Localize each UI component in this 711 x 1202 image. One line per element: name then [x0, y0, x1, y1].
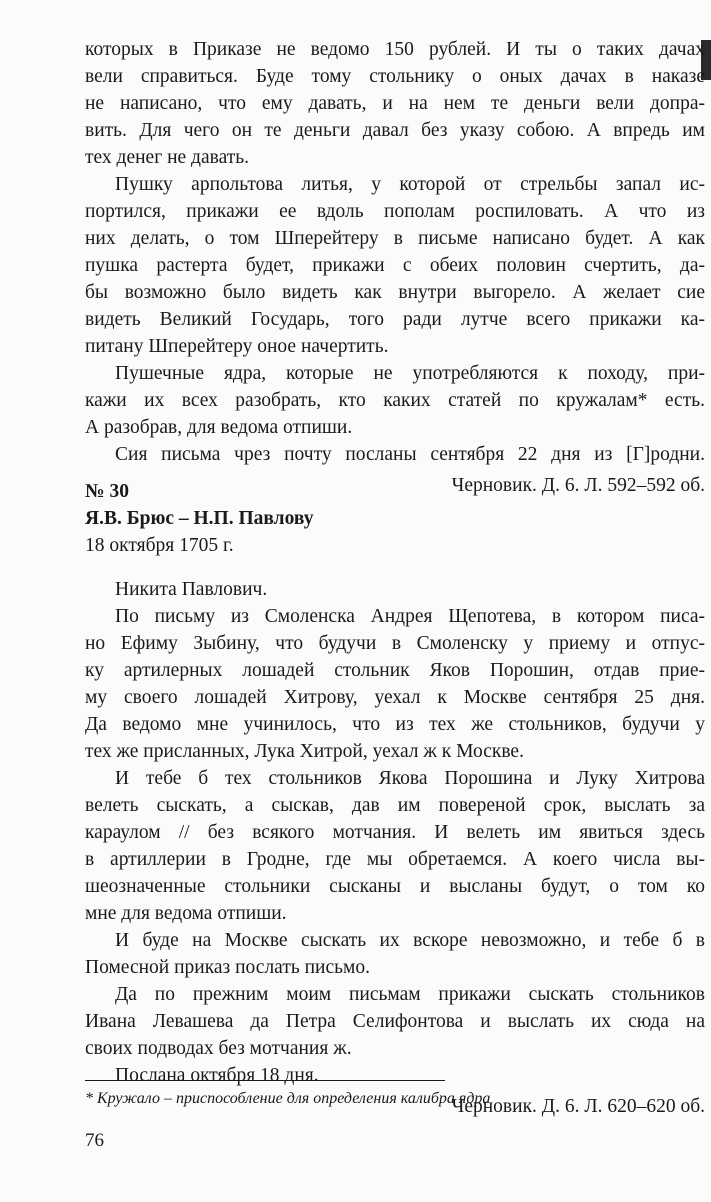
archival-source: Черновик. Д. 6. Л. 620–620 об.: [451, 1096, 705, 1117]
footnote-rule: [85, 1080, 445, 1081]
text-line: А разобрав, для ведома отпиши.: [85, 417, 353, 438]
text-line: Помесной приказ послать письмо.: [85, 957, 371, 978]
letter-body: [85, 576, 705, 1120]
text-line: ку артилерных лошадей стольник Яков Порошин, отдав прие-: [85, 660, 705, 681]
text-line: не написано, что ему давать, и на нем те деньги вели допра-: [85, 93, 705, 114]
previous-letter-continuation: [85, 36, 705, 499]
text-line: видеть Великий Государь, того ради лутче всего прикажи ка-: [85, 309, 705, 330]
text-line: тех же присланных, Лука Хитрой, уехал ж к Москве.: [85, 741, 524, 762]
page-number: 76: [85, 1130, 104, 1151]
text-line: которых в Приказе не ведомо 150 рублей. И ты о таких дачах: [85, 39, 705, 60]
text-line: портился, прикажи ее вдоль пополам роспиловать. А что из: [85, 201, 705, 222]
document-date: 18 октября 1705 г.: [85, 535, 234, 556]
text-line: пушка растерта будет, прикажи с обеих половин счертить, да-: [85, 255, 705, 276]
text-line: вить. Для чего он те деньги давал без указу собою. А впредь им: [85, 120, 705, 141]
document-number: № 30: [85, 481, 129, 502]
text-line: кажи их всех разобрать, кто каких статей по кружалам* есть.: [85, 390, 705, 411]
text-line: своих подводах без мотчания ж.: [85, 1038, 352, 1059]
text-line: Ивана Левашева да Петра Селифонтова и выслать их сюда на: [85, 1011, 705, 1032]
text-line: караулом // без всякого мотчания. И велеть им явиться здесь: [85, 822, 705, 843]
text-line: но Ефиму Зыбину, что будучи в Смоленску у приему и отпус-: [85, 633, 705, 654]
text-line: в артиллерии в Гродне, где мы обретаемся. А коего числа вы-: [85, 849, 705, 870]
text-line: Да ведомо мне учинилось, что из тех же стольников, будучи у: [85, 714, 705, 735]
text-line: шеозначенные стольники сысканы и высланы будут, о том ко: [85, 876, 705, 897]
text-line: Пушечные ядра, которые не употребляются к походу, при-: [115, 363, 705, 384]
archival-source: Черновик. Д. 6. Л. 592–592 об.: [451, 475, 705, 496]
salutation: Никита Павлович.: [115, 579, 268, 600]
text-line: Послана октября 18 дня.: [115, 1065, 319, 1086]
text-line: И буде на Москве сыскать их вскоре невозможно, и тебе б в: [115, 930, 705, 951]
document-title: Я.В. Брюс – Н.П. Павлову: [85, 508, 314, 529]
text-line: тех денег не давать.: [85, 147, 250, 168]
text-line: Сия письма чрез почту посланы сентября 22 дня из [Г]родни.: [115, 444, 705, 465]
text-line: му своего лошадей Хитрову, уехал к Москве сентября 25 дня.: [85, 687, 705, 708]
text-line: бы возможно было видеть как внутри выгорело. А желает сие: [85, 282, 705, 303]
text-line: По письму из Смоленска Андрея Щепотева, в котором писа-: [115, 606, 705, 627]
text-line: велеть сыскать, а сыскав, дав им повереной срок, выслать за: [85, 795, 705, 816]
text-line: питану Шперейтеру оное начертить.: [85, 336, 389, 357]
text-line: вели справиться. Буде тому стольнику о оных дачах в наказе: [85, 66, 705, 87]
footnote: * Кружало – приспособление для определения калибра ядра: [85, 1090, 491, 1107]
document-header: [85, 478, 705, 559]
text-line: них делать, о том Шперейтеру в письме написано будет. А как: [85, 228, 705, 249]
text-line: И тебе б тех стольников Якова Порошина и Луку Хитрова: [115, 768, 705, 789]
text-line: Пушку арпольтова литья, у которой от стрельбы запал ис-: [115, 174, 705, 195]
text-line: Да по прежним моим письмам прикажи сыскать стольников: [115, 984, 705, 1005]
text-line: мне для ведома отпиши.: [85, 903, 287, 924]
